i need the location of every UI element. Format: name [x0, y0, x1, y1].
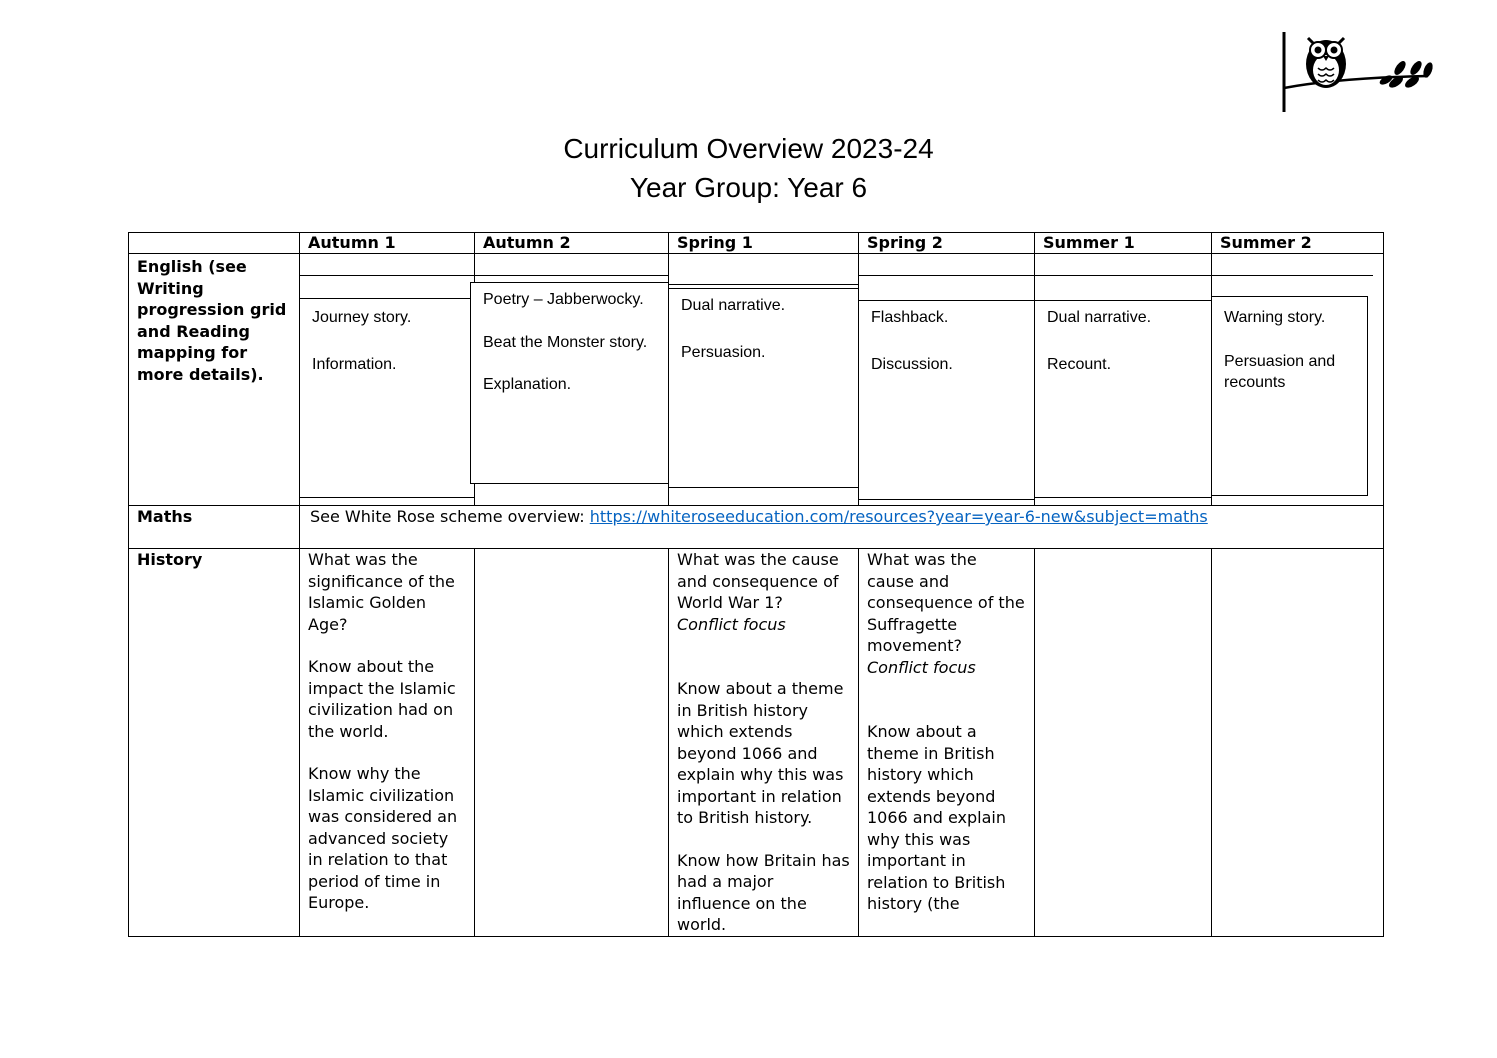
- header-autumn-2: Autumn 2: [475, 233, 669, 254]
- history-spring-2: What was the cause and consequence of the Suffragette movement? Conflict focus Know about a theme in British history which extends beyond 1066 and explain why this was important in relation to British history (the: [859, 549, 1035, 937]
- header-autumn-1: Autumn 1: [300, 233, 475, 254]
- english-summer-1-cell: [1035, 254, 1212, 506]
- history-summer-2: [1212, 549, 1384, 937]
- header-summer-1: Summer 1: [1035, 233, 1212, 254]
- english-spring-2-cell: [859, 254, 1035, 506]
- english-summer-2-box: Warning story. Persuasion and recounts: [1212, 296, 1368, 496]
- row-label-maths: Maths: [129, 506, 300, 549]
- row-label-english: English (see Writing progression grid and Reading mapping for more details).: [129, 254, 300, 506]
- maths-row: [129, 506, 1384, 549]
- white-rose-link[interactable]: https://whiteroseeducation.com/resources?year=year-6-new&subject=maths: [589, 507, 1208, 526]
- curriculum-table: [128, 232, 1384, 937]
- maths-cell: See White Rose scheme overview: https://whiteroseeducation.com/resources?year=year-6-new&subject=maths: [300, 506, 1384, 549]
- page-title: Curriculum Overview 2023-24: [563, 133, 934, 164]
- english-spring-1-box: Dual narrative. Persuasion.: [669, 288, 858, 488]
- header-spring-2: Spring 2: [859, 233, 1035, 254]
- header-summer-2: Summer 2: [1212, 233, 1384, 254]
- history-spring-1: What was the cause and consequence of World War 1? Conflict focus Know about a theme in British history which extends beyond 1066 and explain why this was important in relation to British history. Know how Britain has had a major influence on the world.: [669, 549, 859, 937]
- history-autumn-2: [475, 549, 669, 937]
- english-spring-1-cell: [669, 254, 859, 506]
- header-cell-empty: [129, 233, 300, 254]
- history-autumn-1: What was the significance of the Islamic Golden Age? Know about the impact the Islamic civilization had on the world. Know why the Islamic civilization was considered an advanced society in relation to that period of time in Europe.: [300, 549, 475, 937]
- english-summer-1-box: Dual narrative. Recount.: [1035, 300, 1211, 498]
- english-spring-2-box: Flashback. Discussion.: [859, 300, 1034, 500]
- owl-logo-icon: [1278, 30, 1438, 114]
- history-summer-1: [1035, 549, 1212, 937]
- history-row: [129, 549, 1384, 937]
- english-summer-2-cell: [1212, 254, 1384, 506]
- header-spring-1: Spring 1: [669, 233, 859, 254]
- english-autumn-2-box: Poetry – Jabberwocky. Beat the Monster story. Explanation.: [470, 282, 669, 484]
- english-autumn-1-box: Journey story. Information.: [300, 298, 474, 498]
- page-subtitle: Year Group: Year 6: [629, 172, 868, 203]
- english-row: [129, 254, 1384, 506]
- english-autumn-1-cell: [300, 254, 475, 506]
- header-row: [129, 233, 1384, 254]
- english-autumn-2-cell: [475, 254, 669, 506]
- row-label-history: History: [129, 549, 300, 937]
